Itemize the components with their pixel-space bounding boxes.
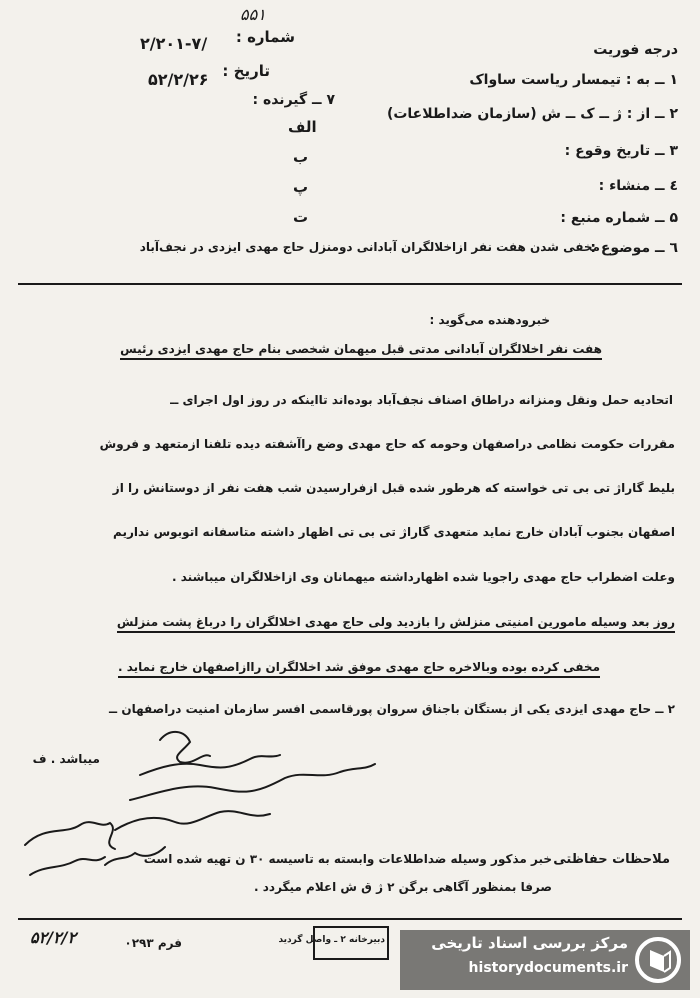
body-line-10: میباشد . ف bbox=[32, 752, 100, 766]
recipient-p: پ bbox=[293, 178, 309, 196]
field-origin: ٤ ــ منشاء : bbox=[598, 178, 678, 194]
date-label: تاریخ : bbox=[222, 62, 270, 80]
body-line-5: اصفهان بجنوب آبادان خارج نماید متعهدی گاراژ تی بی تی اظهار داشته متاسفانه اتوبوس نداریم bbox=[113, 525, 675, 539]
field-source-number: ۵ ــ شماره منبع : bbox=[560, 210, 678, 226]
recipient-t: ت bbox=[293, 208, 309, 226]
number-value: ۲/۲۰۱-۷/ bbox=[140, 34, 208, 53]
body-line-6: وعلت اضطراب حاج مهدی راجویا شده اظهارداشته میهمانان وی ازاخلالگران میباشند . bbox=[172, 570, 675, 584]
received-stamp bbox=[278, 926, 389, 960]
body-line-4: بلیط گاراژ تی بی تی خواسته که هرطور شده قبل ازفرارسیدن شب هفت نفر از دوستانش را از bbox=[112, 481, 675, 495]
remarks-label: ملاحظات حفاظتی bbox=[553, 852, 670, 867]
handwritten-date: ۵۲/۲/۲ bbox=[30, 928, 77, 947]
body-line-9: ۲ ــ حاج مهدی ایزدی یکی از بستگان باجناق سروان پورقاسمی افسر سازمان امنیت دراصفهان ــ bbox=[108, 702, 675, 716]
divider-bottom bbox=[18, 918, 682, 920]
body-line-8: مخفی کرده بوده وبالاخره حاج مهدی موفق شد اخلالگران راازاصفهان خارج نماید . bbox=[118, 660, 600, 678]
recipient-label: ۷ ــ گیرنده : bbox=[252, 92, 335, 108]
remarks-line-2: صرفا بمنظور آگاهی برگن ۲ ژ ق ش اعلام میگردد . bbox=[254, 880, 552, 894]
date-value: ۵۲/۲/۲۶ bbox=[148, 70, 209, 89]
number-handwritten: ۵۵۱ bbox=[240, 5, 266, 24]
recipient-b: ب bbox=[293, 148, 309, 166]
field-to: ۱ ــ به : تیمسار ریاست ساواک bbox=[469, 72, 678, 88]
body-line-7: روز بعد وسیله مامورین امنیتی منزلش را بازدید ولی حاج مهدی اخلالگران را درباغ پشت منزلش bbox=[117, 615, 675, 633]
body-line-3: مقررات حکومت نظامی دراصفهان وحومه که حاج مهدی وضع راآشفته دیده تلفنا ازمتعهد و فروش bbox=[99, 437, 675, 451]
archive-logo-icon bbox=[634, 936, 682, 984]
archive-watermark bbox=[400, 930, 690, 990]
stamp-text: دبیرخانه ۲ ـ واصل گردید bbox=[278, 935, 385, 945]
remarks-line-1: خبر مذکور وسیله ضداطلاعات وابسته به تاسیسه ۳۰ ن تهیه شده است bbox=[143, 852, 552, 866]
watermark-title: مرکز بررسی اسناد تاریخی bbox=[431, 934, 628, 952]
number-label: شماره : bbox=[235, 28, 295, 46]
body-line-2: اتحادیه حمل ونقل ومنزانه دراطاق اصناف نجف‌آباد بوده‌اند تااینکه در روز اول اجرای ــ bbox=[170, 393, 673, 407]
priority-label: درجه فوریت bbox=[593, 42, 678, 58]
form-number: فرم ۰۲۹۳ bbox=[124, 936, 182, 950]
body-intro: خبرودهنده می‌گوید : bbox=[429, 313, 550, 327]
recipient-a: الف bbox=[288, 118, 317, 136]
body-line-1: هفت نفر اخلالگران آبادانی مدتی قبل میهمان شخصی بنام حاج مهدی ایزدی رئیس bbox=[120, 342, 602, 360]
watermark-url: historydocuments.ir bbox=[468, 960, 628, 976]
field-from: ۲ ــ از : ژ ــ ک ــ ش (سازمان ضداطلاعات) bbox=[386, 106, 678, 122]
field-incident-date: ۳ ــ تاریخ وقوع : bbox=[564, 143, 678, 159]
divider-top bbox=[18, 283, 682, 285]
field-subject-label: ٦ ــ موضوع : bbox=[590, 240, 678, 256]
field-subject-text: مخفی شدن هفت نفر ازاخلالگران آبادانی دومنزل حاج مهدی ایزدی در نجف‌آباد bbox=[139, 240, 600, 254]
